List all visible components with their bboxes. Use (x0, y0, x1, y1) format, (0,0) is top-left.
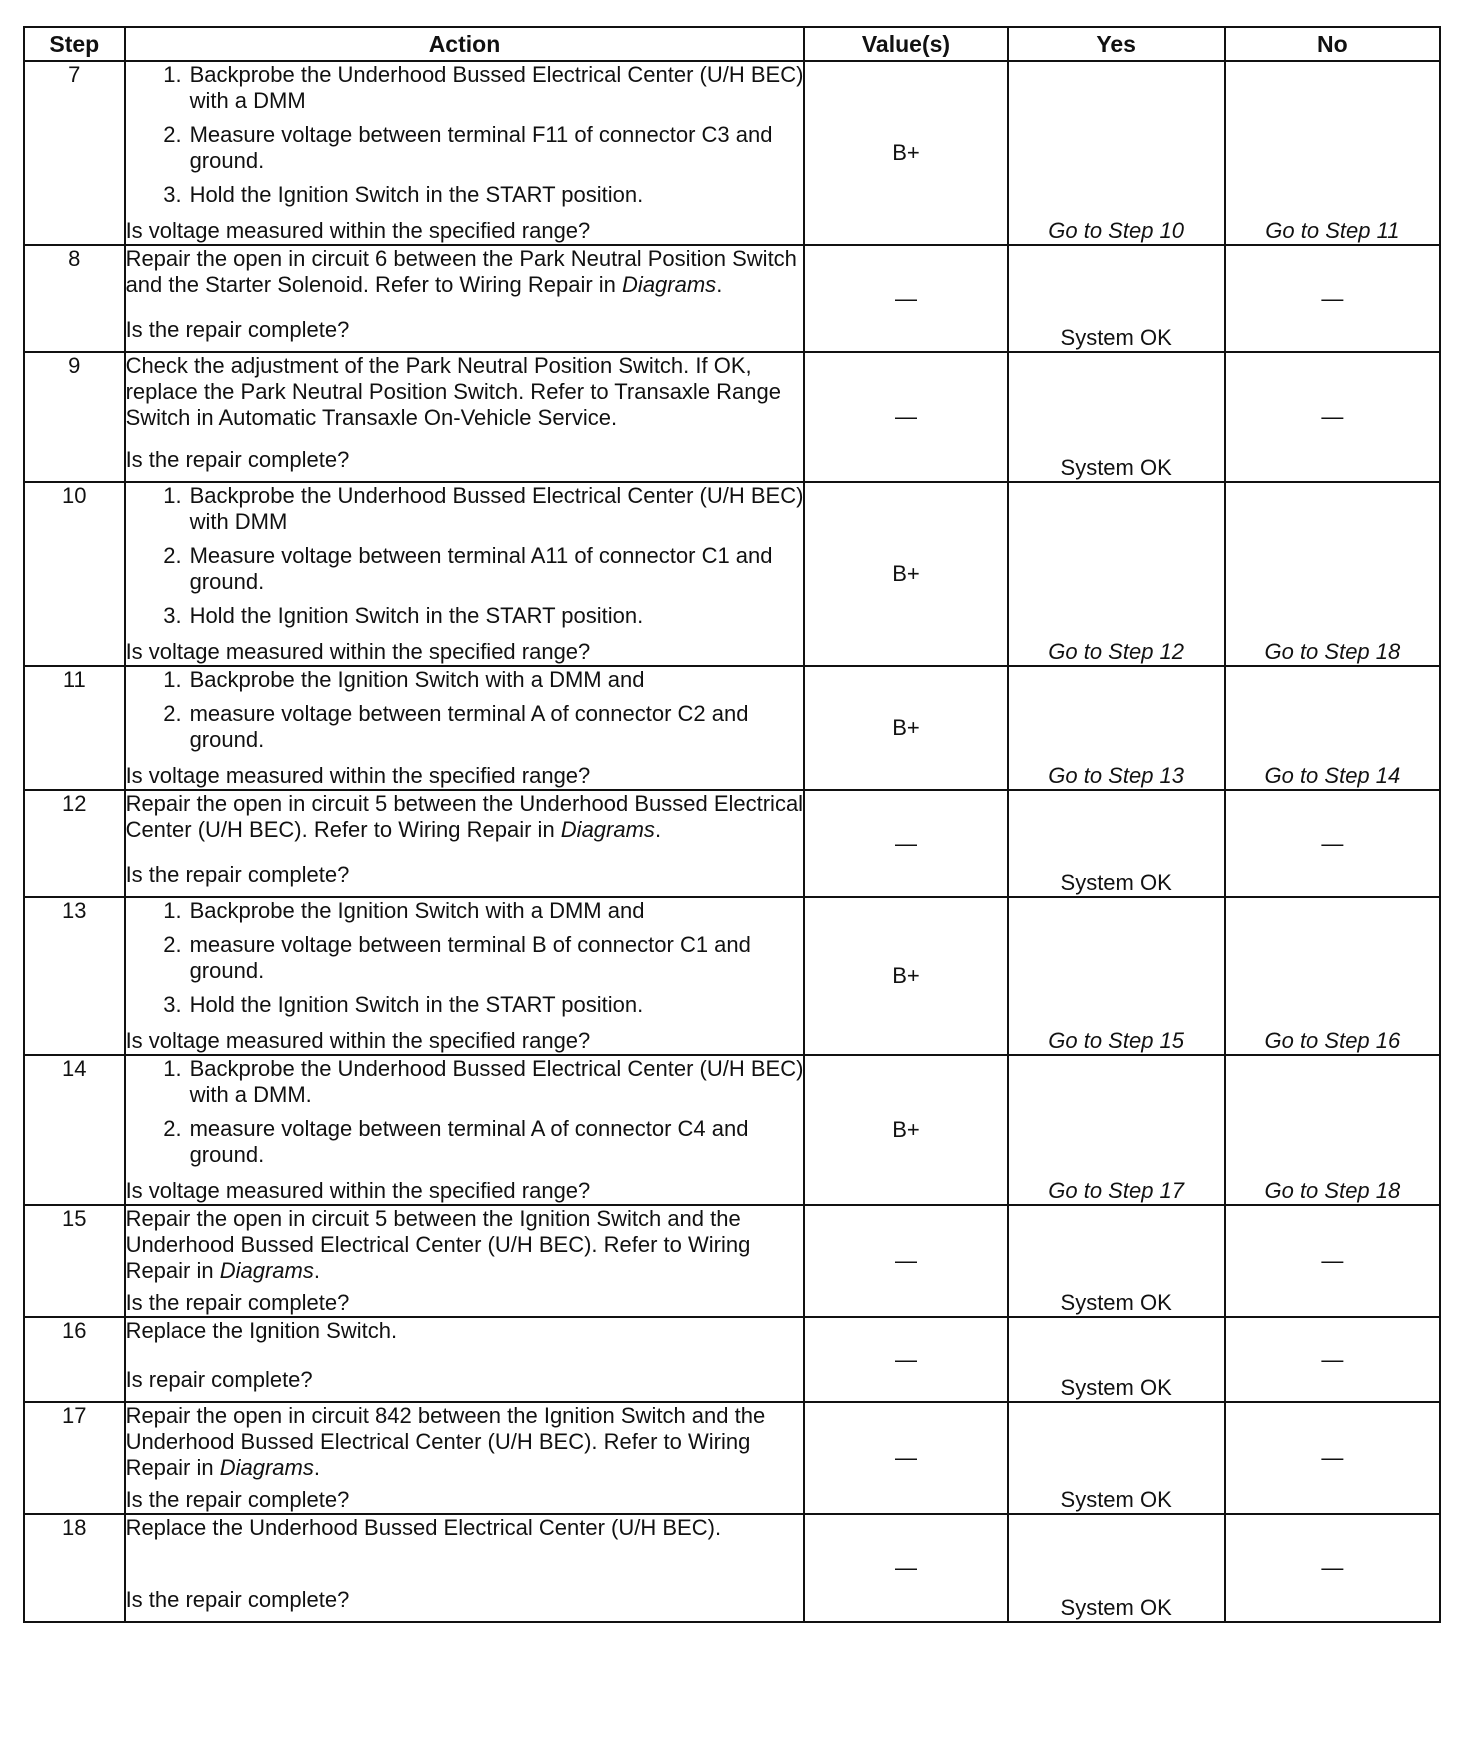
diagnostic-table (23, 26, 1441, 1623)
action-question: Is voltage measured within the specified range? (125, 1028, 591, 1053)
action-question: Is voltage measured within the specified range? (125, 763, 591, 788)
action-step: 1. Backprobe the Underhood Bussed Electrical Center (U/H BEC) with a DMM. (163, 1056, 804, 1107)
table-row (24, 1317, 1440, 1402)
value-cell: — (804, 245, 1007, 352)
value-cell: — (804, 1205, 1007, 1317)
step-number: 13 (24, 897, 125, 1055)
yes-cell: Go to Step 13 (1008, 666, 1225, 790)
action-step: 3. Hold the Ignition Switch in the START position. (163, 992, 644, 1017)
no-cell: Go to Step 18 (1225, 1055, 1440, 1205)
action-cell (125, 1514, 805, 1622)
action-cell (125, 1055, 805, 1205)
action-step: 3. Hold the Ignition Switch in the START position. (163, 182, 644, 207)
yes-cell: System OK (1008, 1402, 1225, 1514)
table-row (24, 666, 1440, 790)
step-number: 18 (24, 1514, 125, 1622)
action-question: Is the repair complete? (125, 317, 350, 342)
no-cell: — (1225, 1205, 1440, 1317)
step-number: 14 (24, 1055, 125, 1205)
action-cell (125, 1402, 805, 1514)
action-steps (126, 483, 804, 637)
yes-cell: System OK (1008, 245, 1225, 352)
header-action: Action (125, 27, 805, 61)
no-cell: — (1225, 790, 1440, 897)
header-yes: Yes (1008, 27, 1225, 61)
action-cell (125, 245, 805, 352)
step-number: 15 (24, 1205, 125, 1317)
value-cell: — (804, 1317, 1007, 1402)
action-step: 2. measure voltage between terminal A of connector C4 and ground. (163, 1116, 749, 1167)
action-step: 2. Measure voltage between terminal F11 of connector C3 and ground. (163, 122, 773, 173)
step-number: 8 (24, 245, 125, 352)
action-question: Is the repair complete? (125, 1290, 350, 1315)
action-text: Repair the open in circuit 6 between the Park Neutral Position Switch and the Starter Solenoid. Refer to Wiring Repair in Diagrams. (125, 246, 797, 297)
table-row (24, 790, 1440, 897)
step-number: 10 (24, 482, 125, 666)
value-cell: B+ (804, 1055, 1007, 1205)
action-steps (126, 1056, 804, 1176)
no-cell: Go to Step 14 (1225, 666, 1440, 790)
action-step: 1. Backprobe the Ignition Switch with a DMM and (163, 667, 645, 692)
yes-cell: System OK (1008, 1205, 1225, 1317)
action-text: Repair the open in circuit 842 between the Ignition Switch and the Underhood Bussed Electrical Center (U/H BEC). Refer to Wiring Repair in Diagrams. (125, 1403, 766, 1480)
step-number: 17 (24, 1402, 125, 1514)
action-text: Replace the Underhood Bussed Electrical Center (U/H BEC). (125, 1515, 722, 1540)
yes-cell: System OK (1008, 790, 1225, 897)
no-cell: — (1225, 352, 1440, 482)
table-row (24, 1402, 1440, 1514)
header-step: Step (24, 27, 125, 61)
yes-cell: Go to Step 15 (1008, 897, 1225, 1055)
no-cell: Go to Step 16 (1225, 897, 1440, 1055)
action-cell (125, 1205, 805, 1317)
action-cell (125, 790, 805, 897)
action-step: 3. Hold the Ignition Switch in the START position. (163, 603, 644, 628)
action-step: 1. Backprobe the Underhood Bussed Electrical Center (U/H BEC) with a DMM (163, 62, 804, 113)
value-cell: — (804, 790, 1007, 897)
action-text: Replace the Ignition Switch. (125, 1318, 398, 1343)
table-row (24, 1205, 1440, 1317)
yes-cell: Go to Step 17 (1008, 1055, 1225, 1205)
value-cell: — (804, 1402, 1007, 1514)
no-cell: — (1225, 245, 1440, 352)
yes-cell: System OK (1008, 352, 1225, 482)
action-text: Repair the open in circuit 5 between the Underhood Bussed Electrical Center (U/H BEC). Refer to Wiring Repair in Diagrams. (125, 791, 804, 842)
action-question: Is voltage measured within the specified range? (125, 1178, 591, 1203)
table-row (24, 61, 1440, 245)
table-row (24, 1055, 1440, 1205)
table-row (24, 1514, 1440, 1622)
action-question: Is the repair complete? (125, 862, 350, 887)
yes-cell: Go to Step 10 (1008, 61, 1225, 245)
step-number: 12 (24, 790, 125, 897)
yes-cell: System OK (1008, 1514, 1225, 1622)
action-steps (126, 62, 804, 216)
no-cell: Go to Step 18 (1225, 482, 1440, 666)
header-value: Value(s) (804, 27, 1007, 61)
value-cell: B+ (804, 666, 1007, 790)
action-step: 2. measure voltage between terminal B of connector C1 and ground. (163, 932, 751, 983)
no-cell: — (1225, 1317, 1440, 1402)
action-step: 1. Backprobe the Underhood Bussed Electrical Center (U/H BEC) with DMM (163, 483, 804, 534)
action-question: Is voltage measured within the specified range? (125, 218, 591, 243)
table-row (24, 245, 1440, 352)
table-row (24, 352, 1440, 482)
action-text: Check the adjustment of the Park Neutral Position Switch. If OK, replace the Park Neutral Position Switch. Refer to Transaxle Range Switch in Automatic Transaxle On-Vehicle Service. (125, 353, 781, 430)
action-step: 1. Backprobe the Ignition Switch with a DMM and (163, 898, 645, 923)
step-number: 11 (24, 666, 125, 790)
action-cell (125, 666, 805, 790)
action-cell (125, 1317, 805, 1402)
header-no: No (1225, 27, 1440, 61)
action-cell (125, 352, 805, 482)
action-question: Is the repair complete? (125, 1587, 350, 1612)
action-steps (126, 667, 804, 761)
action-question: Is repair complete? (125, 1367, 313, 1392)
no-cell: — (1225, 1402, 1440, 1514)
value-cell: — (804, 1514, 1007, 1622)
value-cell: — (804, 352, 1007, 482)
action-step: 2. measure voltage between terminal A of connector C2 and ground. (163, 701, 749, 752)
action-steps (126, 898, 804, 1026)
action-text: Repair the open in circuit 5 between the Ignition Switch and the Underhood Bussed Electrical Center (U/H BEC). Refer to Wiring Repair in Diagrams. (125, 1206, 751, 1283)
action-cell (125, 482, 805, 666)
no-cell: Go to Step 11 (1225, 61, 1440, 245)
yes-cell: System OK (1008, 1317, 1225, 1402)
table-row (24, 897, 1440, 1055)
no-cell: — (1225, 1514, 1440, 1622)
value-cell: B+ (804, 61, 1007, 245)
step-number: 9 (24, 352, 125, 482)
header-row (24, 27, 1440, 61)
action-question: Is the repair complete? (125, 447, 350, 472)
step-number: 16 (24, 1317, 125, 1402)
action-cell (125, 897, 805, 1055)
yes-cell: Go to Step 12 (1008, 482, 1225, 666)
action-cell (125, 61, 805, 245)
action-question: Is the repair complete? (125, 1487, 350, 1512)
step-number: 7 (24, 61, 125, 245)
action-step: 2. Measure voltage between terminal A11 of connector C1 and ground. (163, 543, 773, 594)
action-question: Is voltage measured within the specified range? (125, 639, 591, 664)
value-cell: B+ (804, 482, 1007, 666)
value-cell: B+ (804, 897, 1007, 1055)
table-row (24, 482, 1440, 666)
